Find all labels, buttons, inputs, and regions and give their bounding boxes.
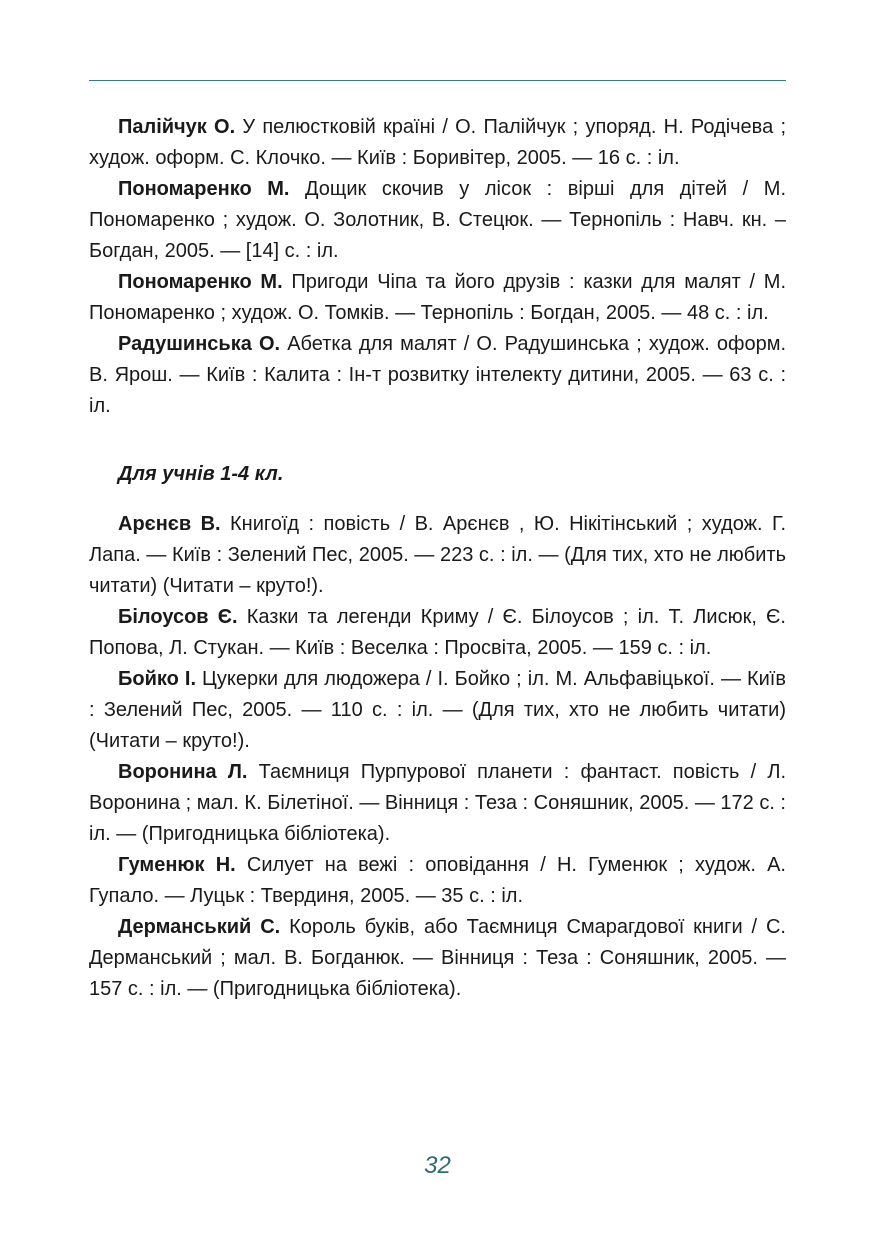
bibliography-entry [89,757,786,850]
entry-text: Абетка для малят / О. Радушинська ; худож. оформ. В. Ярош. — Київ : Калита : Ін-т розвитку інтелекту дитини, 2005. — 63 с. : іл. [89,333,787,417]
bibliography-entry [89,602,786,664]
entry-text: У пелюстковій країні / О. Палійчук ; упоряд. Н. Родічева ; худож. оформ. С. Клочко. — Київ : Боривітер, 2005. — 16 с. : іл. [89,116,786,169]
entry-author: Пономаренко М. [118,271,283,293]
entry-text: Силует на вежі : оповідання / Н. Гуменюк ; худож. А. Гупало. — Луцьк : Твердиня, 2005. — 35 с. : іл. [89,854,786,907]
page-content [89,112,786,1005]
section-heading: Для учнів 1-4 кл. [118,463,284,485]
bibliography-entry [89,664,786,757]
bibliography-entry [89,267,786,329]
entry-author: Білоусов Є. [118,606,238,628]
entry-text: Король буків, або Таємниця Смарагдової книги / С. Дерманський ; мал. В. Богданюк. — Вінниця : Теза : Соняшник, 2005. — 157 с. : іл. — (Пригодницька бібліотека). [89,916,786,1000]
entry-text: Книгоїд : повість / В. Арєнєв , Ю. Нікітінський ; худож. Г. Лапа. — Київ : Зелений Пес, 2005. — 223 с. : іл. — (Для тих, хто не любить читати) (Читати – круто!). [89,513,787,597]
entry-author: Пономаренко М. [118,178,290,200]
entry-author: Гуменюк Н. [118,854,236,876]
entry-author: Дерманський С. [118,916,281,938]
bibliography-entry [89,509,786,602]
bibliography-entry [89,329,786,422]
bibliography-entry [89,112,786,174]
entry-author: Бойко І. [118,668,197,690]
entry-author: Радушинська О. [118,333,281,355]
entry-author: Арєнєв В. [118,513,221,535]
bibliography-entry [89,174,786,267]
section-entries [89,509,786,1005]
entry-author: Воронина Л. [118,761,248,783]
entry-text: Пригоди Чіпа та його друзів : казки для малят / М. Пономаренко ; худож. О. Томків. — Тернопіль : Богдан, 2005. — 48 с. : іл. [89,271,786,324]
bibliography-entry [89,912,786,1005]
page-number: 32 [424,1152,451,1179]
entry-text: Цукерки для людожера / І. Бойко ; іл. М. Альфавіцької. — Київ : Зелений Пес, 2005. — 110 с. : іл. — (Для тих, хто не любить читати) (Читати – круто!). [89,668,786,752]
entry-text: Дощик скочив у лісок : вірші для дітей / М. Пономаренко ; худож. О. Золотник, В. Стецюк. — Тернопіль : Навч. кн. – Богдан, 2005. — [14] с. : іл. [89,178,786,262]
bibliography-entry [89,850,786,912]
entry-text: Казки та легенди Криму / Є. Білоусов ; іл. Т. Лисюк, Є. Попова, Л. Стукан. — Київ : Веселка : Просвіта, 2005. — 159 с. : іл. [89,606,786,659]
entry-author: Палійчук О. [118,116,236,138]
entry-text: Таємниця Пурпурової планети : фантаст. повість / Л. Воронина ; мал. К. Білетіної. — Вінниця : Теза : Соняшник, 2005. — 172 с. : іл. — (Пригодницька бібліотека). [89,761,787,845]
header-rule [89,80,786,81]
